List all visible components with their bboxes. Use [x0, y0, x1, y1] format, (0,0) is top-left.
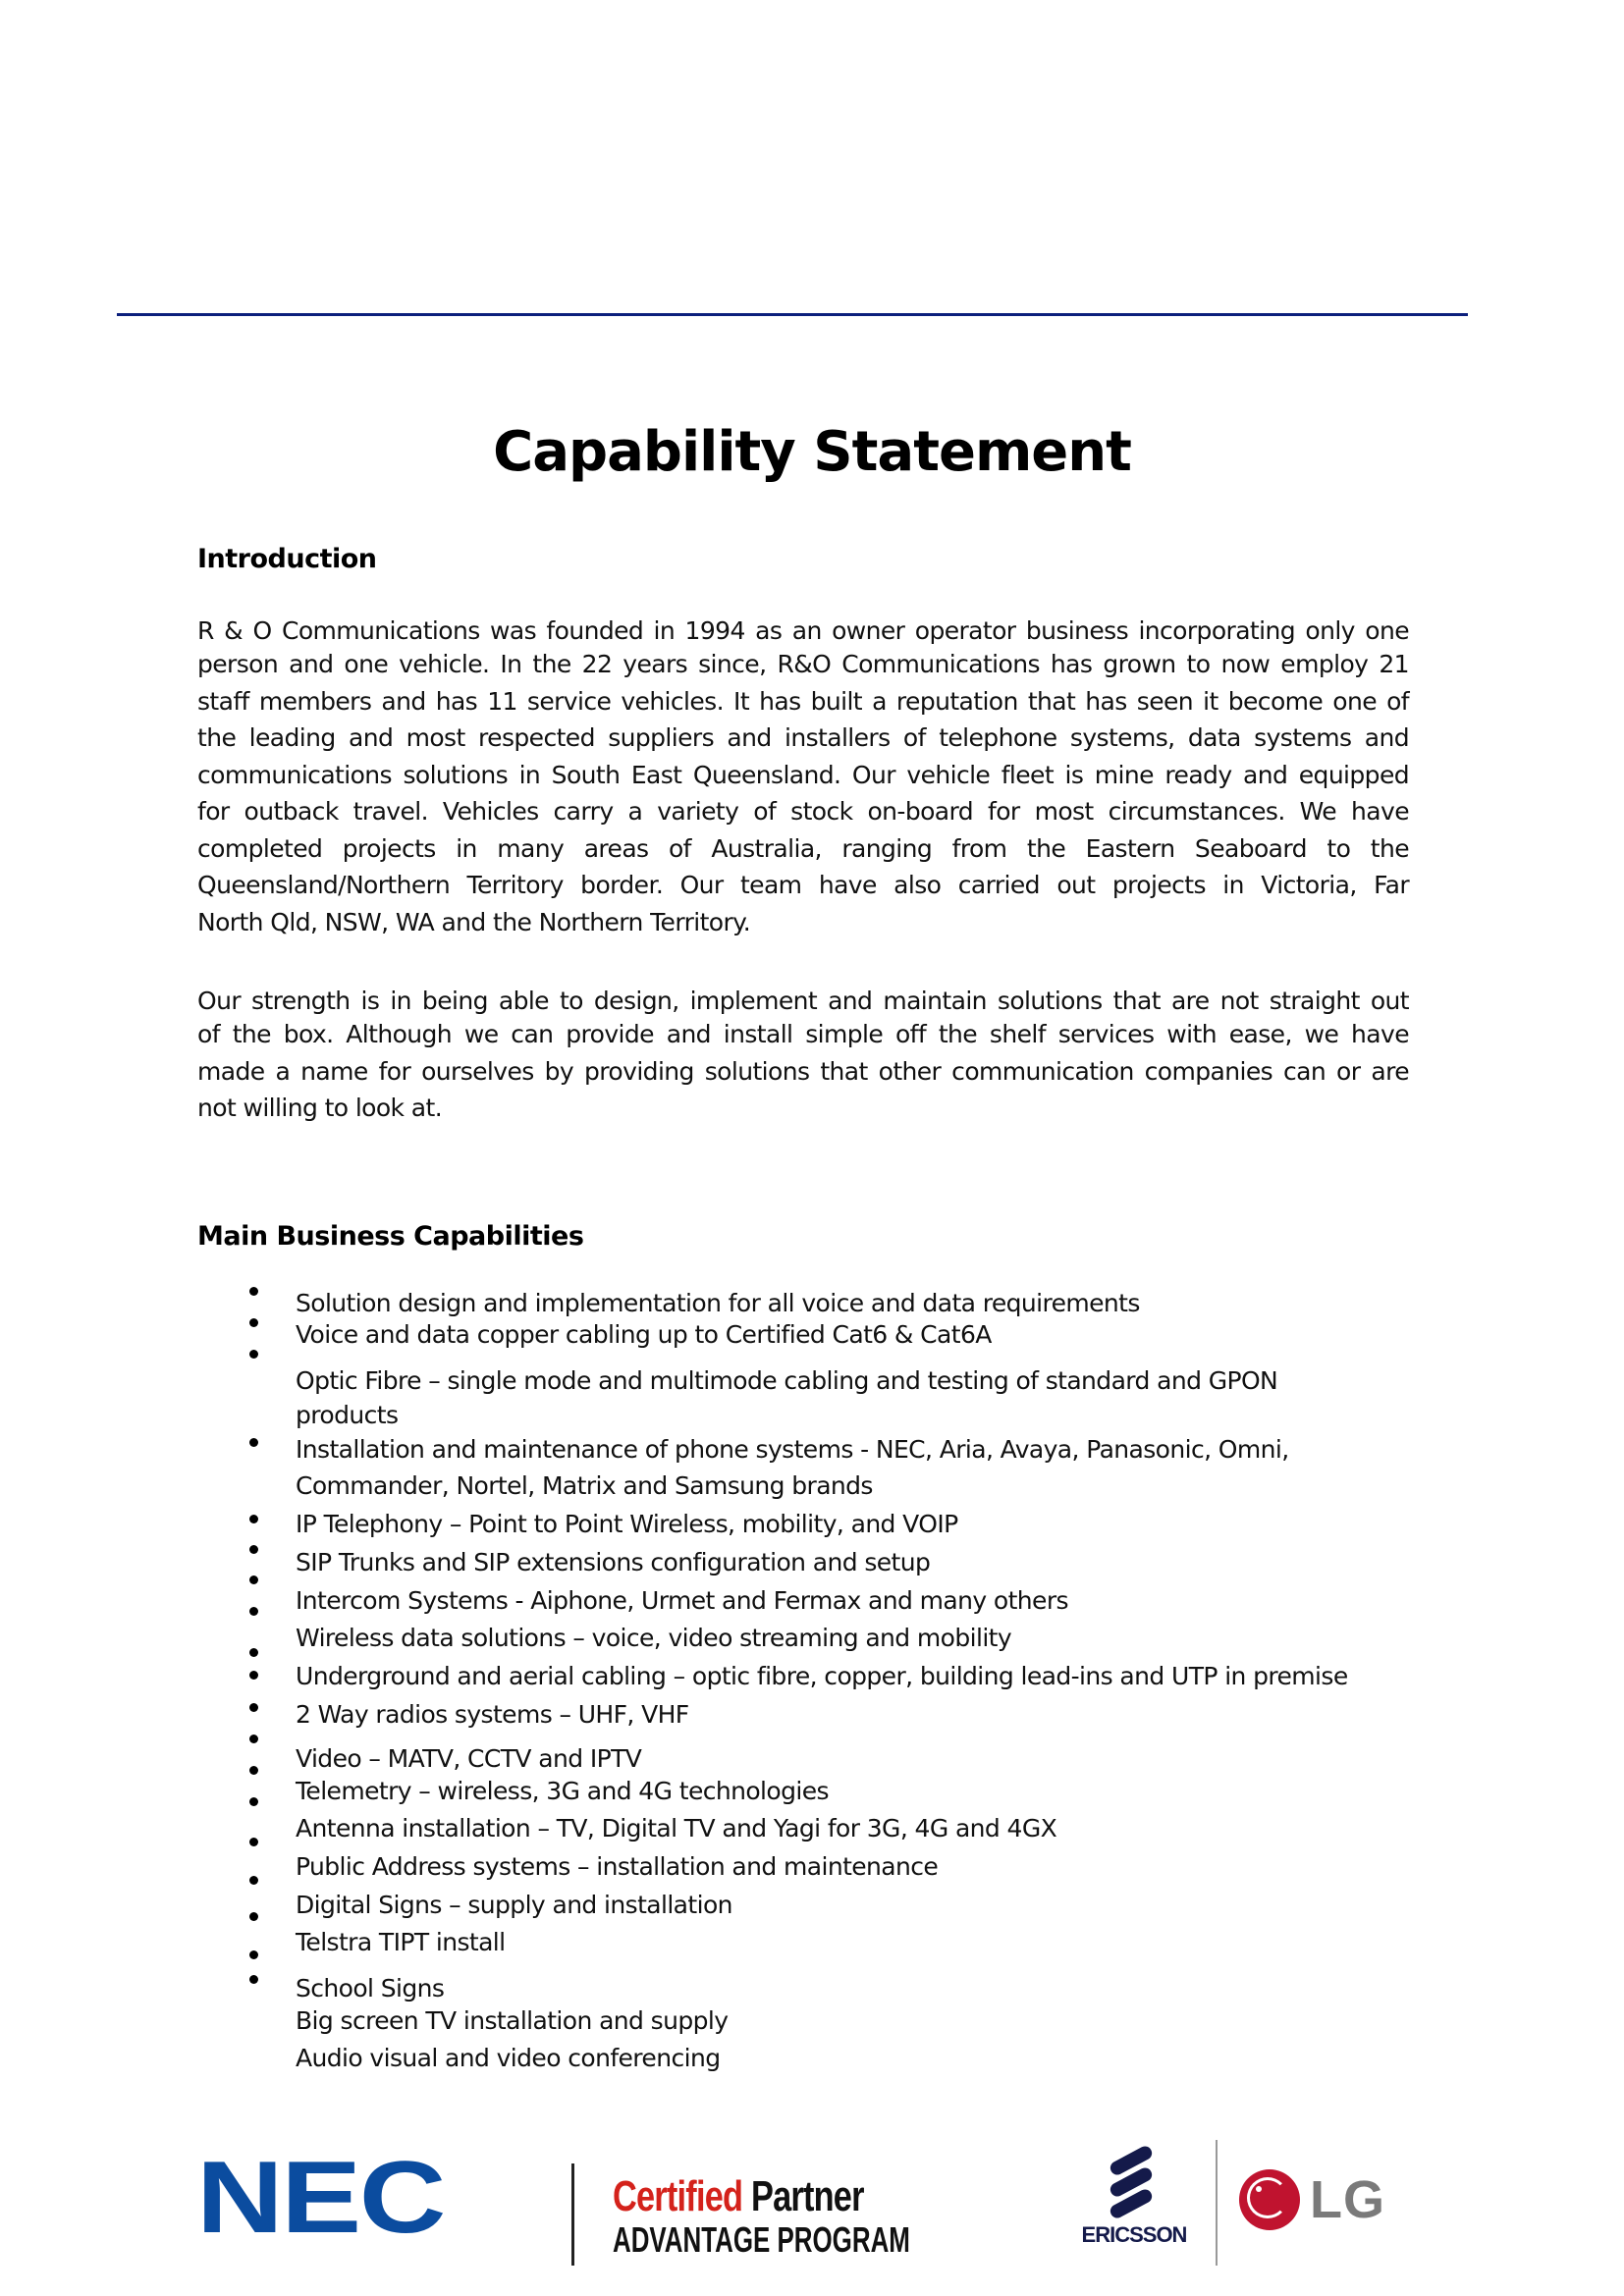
bullet-icon	[249, 1350, 258, 1359]
capability-item: Underground and aerial cabling – optic fibre, copper, building lead-ins and UTP in premise	[296, 1662, 1348, 1690]
capability-item: Video – MATV, CCTV and IPTV	[296, 1744, 642, 1773]
bullet-icon	[249, 1797, 258, 1806]
capability-item: Wireless data solutions – voice, video streaming and mobility	[296, 1624, 1012, 1652]
capability-item: Audio visual and video conferencing	[296, 2044, 721, 2072]
bullet-icon	[249, 1287, 258, 1296]
bullet-icon	[249, 1438, 258, 1447]
logo-divider	[1216, 2140, 1218, 2266]
certified-partner-line1	[613, 2172, 935, 2220]
capability-item: Telemetry – wireless, 3G and 4G technologies	[296, 1777, 829, 1805]
capability-item: Telstra TIPT install	[296, 1928, 506, 1956]
lg-logo	[1239, 2169, 1396, 2238]
text-line: person and one vehicle. In the 22 years since, R&O Communications has grown to now employ 21	[197, 650, 1409, 678]
bullet-icon	[249, 1671, 258, 1680]
capability-item: products	[296, 1401, 399, 1429]
capability-item: Commander, Nortel, Matrix and Samsung brands	[296, 1471, 873, 1500]
capability-item: Optic Fibre – single mode and multimode cabling and testing of standard and GPON	[296, 1366, 1278, 1395]
text-line: made a name for ourselves by providing solutions that other communication companies can or are	[197, 1056, 1409, 1086]
ericsson-wordmark: ERICSSON	[1081, 2222, 1187, 2247]
text-line: completed projects in many areas of Australia, ranging from the Eastern Seaboard to the	[197, 833, 1409, 863]
text-line: communications solutions in South East Queensland. Our vehicle fleet is mine ready and equipped	[197, 760, 1409, 789]
text-line: of the box. Although we can provide and install simple off the shelf services with ease, we have	[197, 1020, 1409, 1048]
capability-item: Digital Signs – supply and installation	[296, 1891, 732, 1919]
bullet-icon	[249, 1703, 258, 1712]
introduction-heading: Introduction	[197, 544, 377, 574]
lg-face-outline	[1247, 2177, 1288, 2218]
advantage-program-text: ADVANTAGE PROGRAM	[613, 2219, 910, 2260]
bullet-icon	[249, 1766, 258, 1775]
text-line: staff members and has 11 service vehicles. It has built a reputation that has seen it become one of	[197, 686, 1409, 716]
text-line: for outback travel. Vehicles carry a variety of stock on-board for most circumstances. We have	[197, 797, 1409, 826]
introduction-paragraph-2	[197, 987, 1409, 1127]
nec-logo: NEC	[196, 2141, 445, 2255]
text-line: not willing to look at.	[197, 1094, 443, 1122]
bullet-icon	[249, 1975, 258, 1984]
capability-item: Installation and maintenance of phone systems - NEC, Aria, Avaya, Panasonic, Omni,	[296, 1435, 1289, 1464]
bullet-icon	[249, 1648, 258, 1657]
capability-item: IP Telephony – Point to Point Wireless, mobility, and VOIP	[296, 1510, 958, 1538]
capability-item: Big screen TV installation and supply	[296, 2006, 729, 2035]
capability-item: 2 Way radios systems – UHF, VHF	[296, 1700, 689, 1729]
bullet-icon	[249, 1545, 258, 1554]
capabilities-heading: Main Business Capabilities	[197, 1221, 584, 1252]
capability-item: Intercom Systems - Aiphone, Urmet and Fermax and many others	[296, 1586, 1068, 1615]
header-rule	[117, 313, 1468, 316]
bullet-icon	[249, 1912, 258, 1921]
text-line: Our strength is in being able to design, implement and maintain solutions that are not straight out	[197, 987, 1409, 1015]
text-line: Queensland/Northern Territory border. Our team have also carried out projects in Victoria, Far	[197, 871, 1409, 899]
bullet-icon	[249, 1515, 258, 1523]
lg-wordmark: LG	[1310, 2170, 1385, 2229]
lg-face-icon	[1239, 2169, 1300, 2230]
capability-item: Voice and data copper cabling up to Certified Cat6 & Cat6A	[296, 1320, 992, 1349]
capability-item: SIP Trunks and SIP extensions configuration and setup	[296, 1548, 931, 1576]
capability-item: Solution design and implementation for all voice and data requirements	[296, 1289, 1140, 1317]
capability-item: Antenna installation – TV, Digital TV and Yagi for 3G, 4G and 4GX	[296, 1814, 1057, 1842]
introduction-paragraph-1	[197, 616, 1409, 940]
bullet-icon	[249, 1838, 258, 1846]
ericsson-logo	[1075, 2146, 1193, 2254]
bullet-icon	[249, 1876, 258, 1885]
capability-item: Public Address systems – installation and maintenance	[296, 1852, 939, 1881]
partner-logos	[0, 2140, 1624, 2287]
lg-face-dot	[1256, 2186, 1262, 2192]
bullet-icon	[249, 1950, 258, 1959]
bullet-icon	[249, 1735, 258, 1743]
logo-divider	[571, 2163, 574, 2266]
text-line: North Qld, NSW, WA and the Northern Territory.	[197, 907, 751, 936]
certified-partner-logo	[613, 2172, 1026, 2260]
capability-item: School Signs	[296, 1974, 445, 2002]
text-line: the leading and most respected suppliers and installers of telephone systems, data systems and	[197, 723, 1409, 752]
bullet-icon	[249, 1607, 258, 1616]
text-line: R & O Communications was founded in 1994 as an owner operator business incorporating only one	[197, 616, 1409, 645]
certified-text: Certified	[613, 2172, 743, 2220]
bullet-icon	[249, 1575, 258, 1584]
partner-text: Partner	[750, 2172, 864, 2220]
page-title: Capability Statement	[493, 420, 1131, 484]
bullet-icon	[249, 1318, 258, 1327]
